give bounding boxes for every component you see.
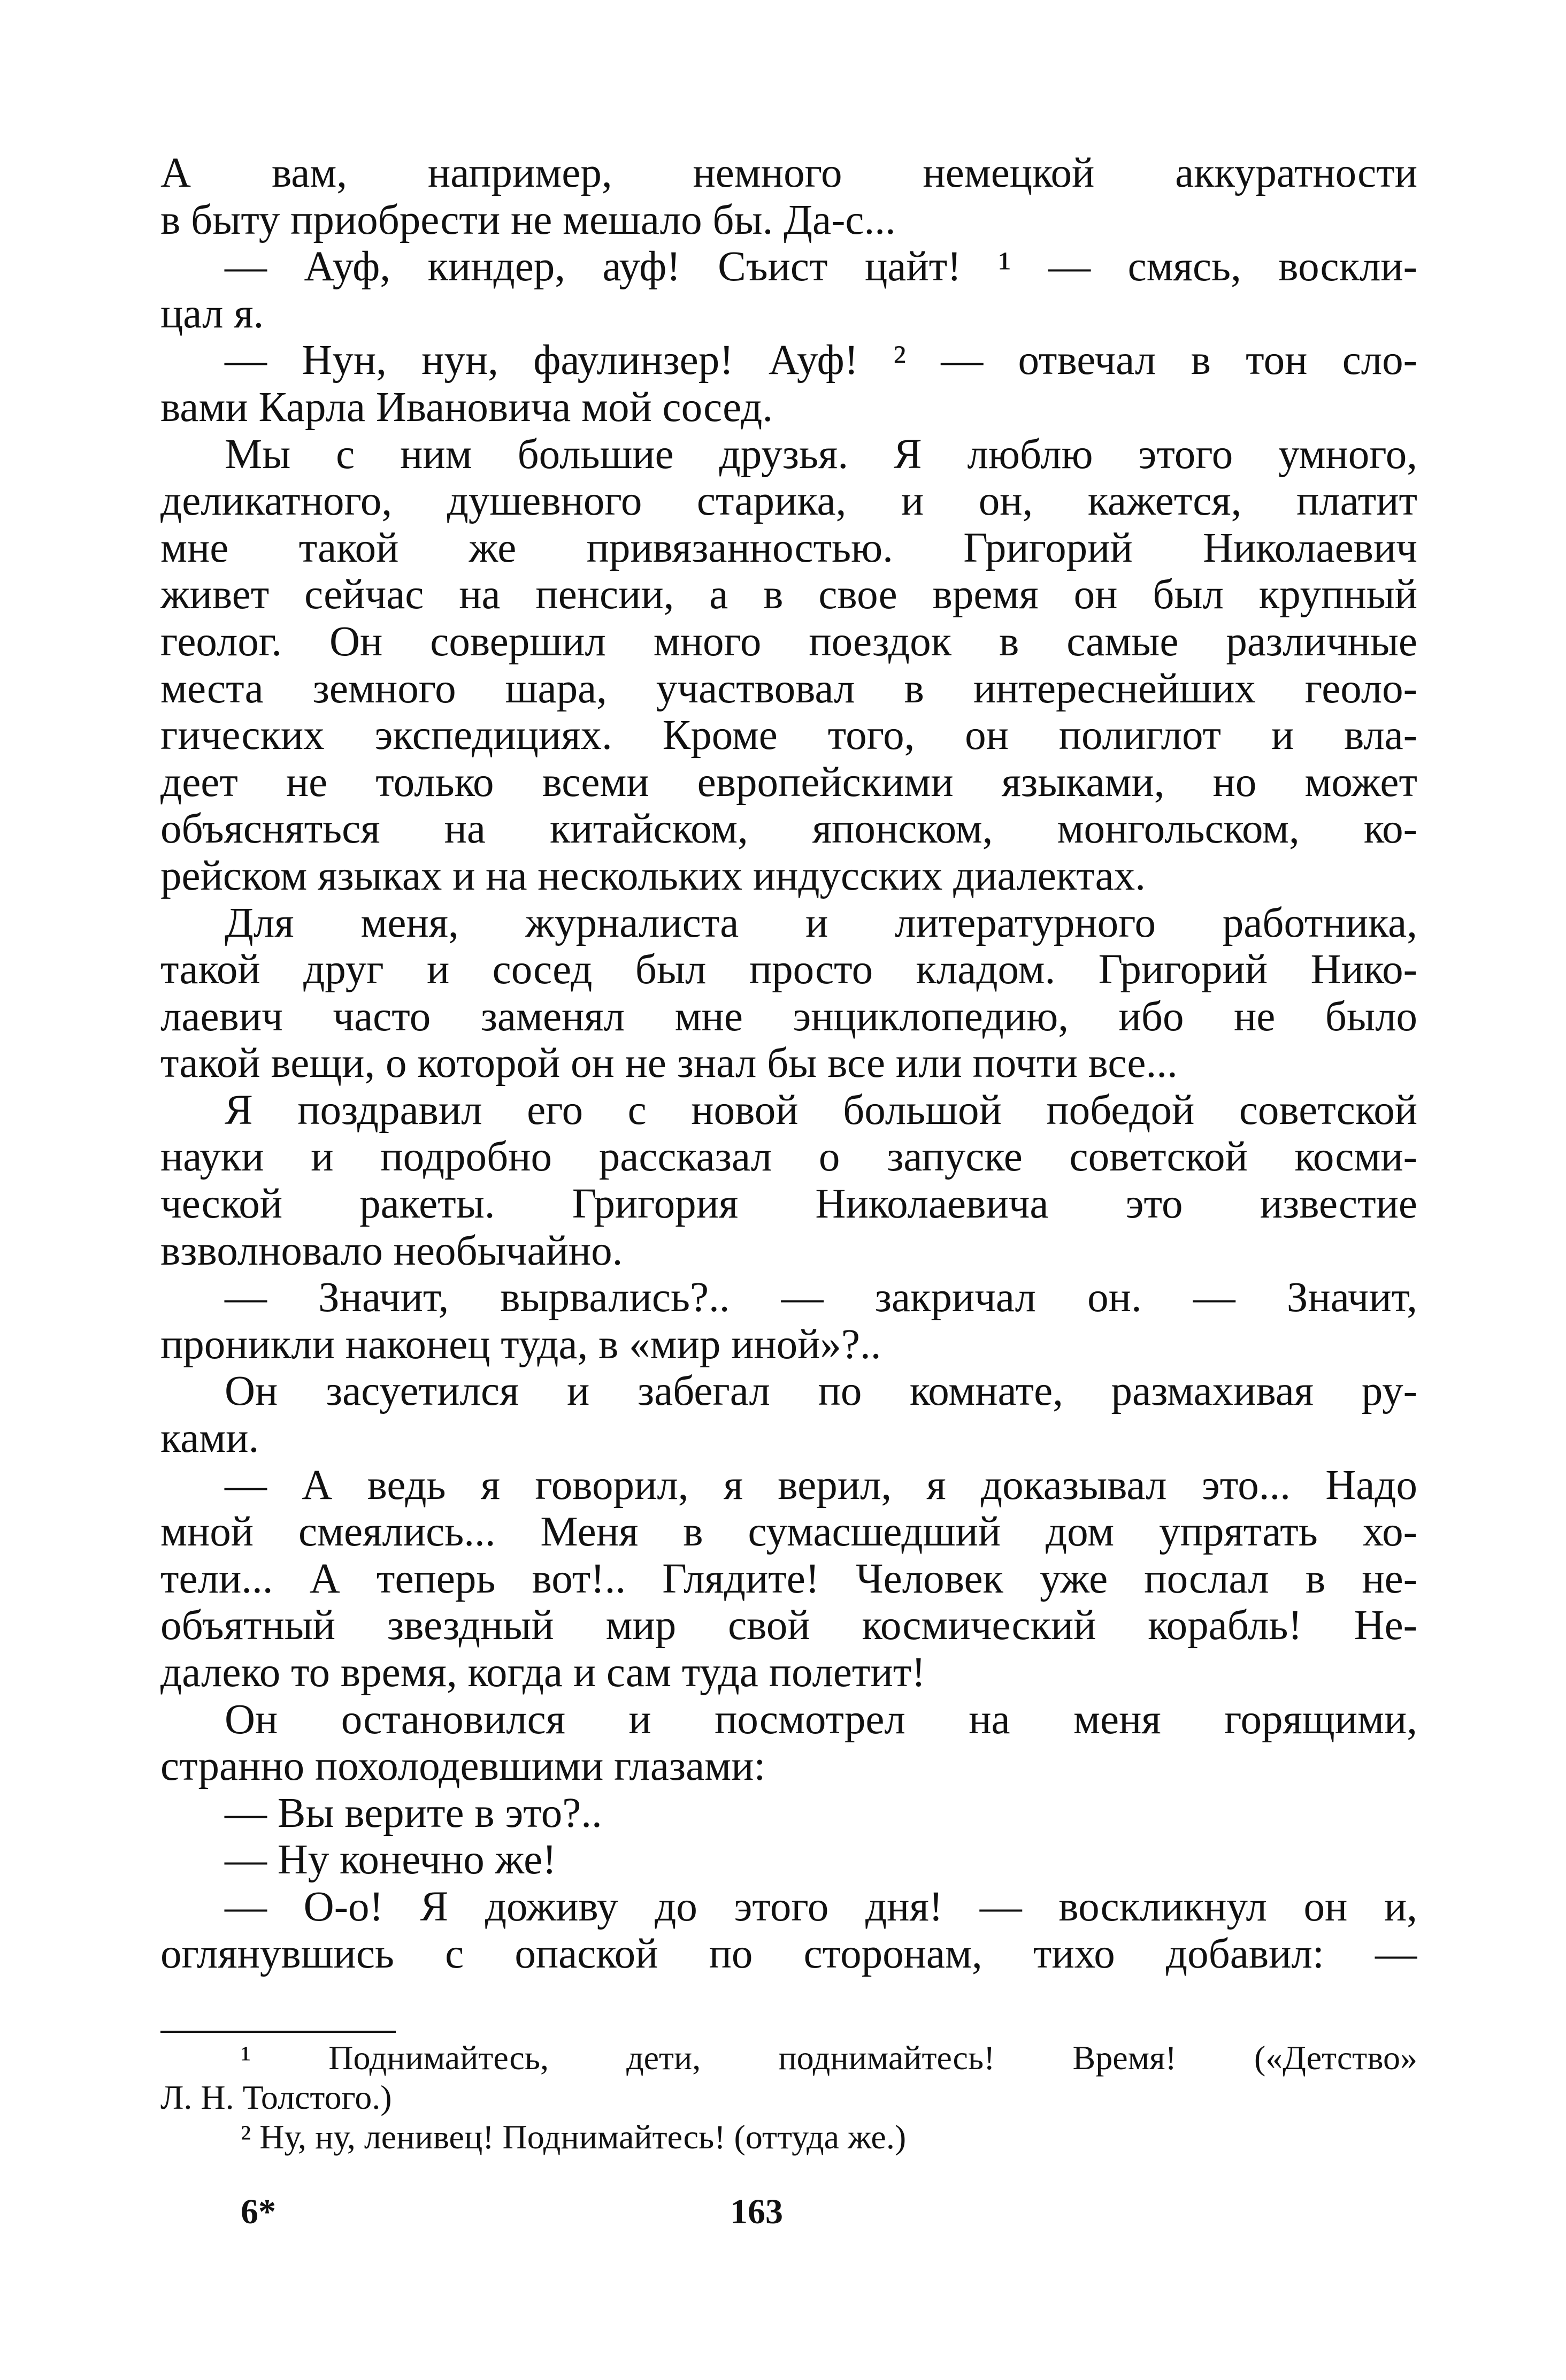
text-line: геолог. Он совершил много поездок в самые различные [160, 618, 1417, 665]
text-line: Для меня, журналиста и литературного работника, [225, 899, 1417, 946]
text-line: ками. [160, 1415, 259, 1462]
text-line: странно похолодевшими глазами: [160, 1743, 766, 1790]
text-line: гических экспедициях. Кроме того, он полиглот и вла- [160, 712, 1417, 759]
text-line: Я поздравил его с новой большой победой советской [225, 1086, 1417, 1134]
text-line: оглянувшись с опаской по сторонам, тихо добавил: — [160, 1930, 1417, 1977]
text-line: рейском языках и на нескольких индусских диалектах. [160, 852, 1146, 899]
text-line: такой друг и сосед был просто кладом. Григорий Нико- [160, 946, 1417, 993]
text-line: — Значит, вырвались?.. — закричал он. — Значит, [225, 1274, 1417, 1321]
text-line: науки и подробно рассказал о запуске советской косми- [160, 1134, 1417, 1181]
text-line: проникли наконец туда, в «мир иной»?.. [160, 1321, 881, 1368]
text-line: деет не только всеми европейскими языками, но может [160, 759, 1417, 806]
text-line: места земного шара, участвовал в интереснейших геоло- [160, 665, 1417, 712]
text-line: живет сейчас на пенсии, а в свое время он был крупный [160, 571, 1417, 618]
text-line: далеко то время, когда и сам туда полетит! [160, 1649, 926, 1696]
text-line: — О-о! Я доживу до этого дня! — воскликнул он и, [225, 1883, 1417, 1930]
footnote-line: Л. Н. Толстого.) [160, 2078, 392, 2116]
text-line: Он засуетился и забегал по комнате, размахивая ру- [225, 1368, 1417, 1415]
text-line: такой вещи, о которой он не знал бы все или почти все... [160, 1040, 1178, 1087]
text-line: взволновало необычайно. [160, 1227, 623, 1274]
book-page [160, 150, 1417, 2343]
text-line: мной смеялись... Меня в сумасшедший дом упрятать хо- [160, 1509, 1417, 1556]
text-line: в быту приобрести не мешало бы. Да-с... [160, 196, 896, 243]
text-line: ческой ракеты. Григория Николаевича это известие [160, 1181, 1417, 1228]
footnote-line: ² Ну, ну, ленивец! Поднимайтесь! (оттуда же.) [241, 2118, 907, 2156]
main-text [160, 150, 1417, 1977]
page-number: 163 [730, 2192, 783, 2231]
text-line: лаевич часто заменял мне энциклопедию, ибо не было [160, 993, 1417, 1040]
text-line: тели... А теперь вот!.. Глядите! Человек уже послал в не- [160, 1555, 1417, 1602]
text-line: вами Карла Ивановича мой сосед. [160, 384, 773, 431]
text-line: Он остановился и посмотрел на меня горящими, [225, 1696, 1417, 1743]
text-line: цал я. [160, 290, 264, 337]
footnotes [160, 2038, 1417, 2157]
printer-signature-mark: 6* [241, 2192, 276, 2231]
text-line: — Ну конечно же! [225, 1836, 557, 1884]
text-line: объятный звездный мир свой космический корабль! Не- [160, 1602, 1417, 1649]
text-line: А вам, например, немного немецкой аккуратности [160, 150, 1417, 196]
text-line: деликатного, душевного старика, и он, кажется, платит [160, 478, 1417, 525]
text-line: — Вы верите в это?.. [225, 1789, 602, 1836]
text-line: объясняться на китайском, японском, монгольском, ко- [160, 806, 1417, 853]
footnote-line: ¹ Поднимайтесь, дети, поднимайтесь! Время! («Детство» [241, 2039, 1417, 2077]
text-line: — Нун, нун, фаулинзер! Ауф! ² — отвечал в тон сло- [225, 337, 1417, 384]
text-line: — Ауф, киндер, ауф! Съист цайт! ¹ — смясь, воскли- [225, 243, 1417, 290]
text-line: — А ведь я говорил, я верил, я доказывал это... Надо [225, 1461, 1417, 1509]
text-line: Мы с ним большие друзья. Я люблю этого умного, [225, 431, 1417, 478]
footnote-divider [160, 2031, 396, 2033]
text-line: мне такой же привязанностью. Григорий Николаевич [160, 524, 1417, 571]
